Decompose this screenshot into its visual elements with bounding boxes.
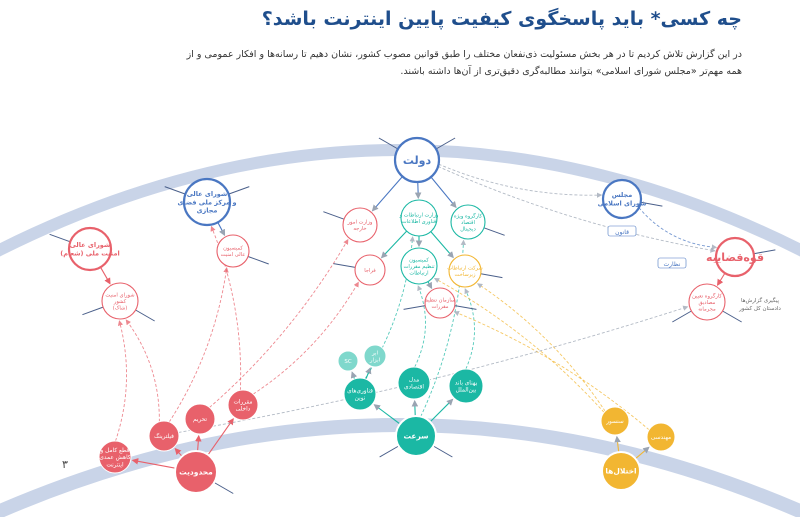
node-label-kargoroh-tayin: مصادیق [698, 299, 716, 306]
node-label-modir-eghtesadi: مدل [408, 377, 420, 384]
node-label-ghate-internet: اینترنت [106, 462, 124, 469]
node-label-commission-tanzim: کمیسیون [409, 257, 429, 264]
node-label-pahnay-band: پهنای باند [454, 380, 478, 387]
tick-vezarat_kharejeh-2 [323, 212, 344, 220]
node-dolat [395, 138, 439, 182]
node-shoraye-amniat [60, 228, 119, 270]
node-label-shoraye-fazaye-majazi: و مرکز ملی فضای [177, 198, 237, 207]
tick-kargoroh_eghtesad-3 [484, 228, 505, 236]
node-label-kargoroh-eghtesad: دیجیتال [460, 226, 476, 233]
node-shoraye-fazaye-majazi [177, 179, 236, 225]
tick-sorat-19 [433, 446, 452, 457]
node-kargoroh-tayin [689, 284, 725, 320]
node-mahdudiat [175, 451, 217, 493]
link-dolat-ghove [438, 166, 715, 250]
node-label-fara: فراجا [364, 267, 376, 274]
link-shoraye_amniat-shoraye_amniat_keshvar [100, 267, 110, 283]
node-label-ghate-internet: قطع کامل و [100, 447, 130, 454]
node-vezarat-ertebatat [399, 200, 439, 236]
node-label-shoraye-fazaye-majazi: مجازی [196, 206, 218, 215]
node-label-majles: شورای اسلامی [597, 199, 647, 208]
link-vezarat_ertebatat-fara [382, 231, 407, 258]
node-fanavari-novin [344, 378, 376, 410]
tick-shoraye_fazaye_majazi-5 [229, 187, 250, 195]
node-sazman-tanzim [425, 288, 456, 318]
node-label-moghararat-dakheli: مقررات [233, 399, 253, 406]
node-moghararat-dakheli [228, 390, 258, 420]
node-label-sansoor: سنسور [606, 419, 624, 426]
node-label-commission-tanzim: ارتباطات [409, 270, 429, 277]
tick-kargoroh_tayin-13 [723, 311, 742, 322]
node-label-sherkat-ertebatat: زیرساخت [454, 272, 476, 279]
node-kargoroh-eghtesad [451, 205, 485, 239]
tick-mahdudiat-20 [214, 483, 233, 494]
tick-sazman_tanzim-17 [455, 306, 477, 310]
node-ekhtelalha [602, 452, 640, 490]
intro-paragraph: در این گزارش تلاش کردیم تا در هر بخش مسئولیت ذی‌نفعان مختلف را طبق قوانین مصوب کشور، نشان دهیم تا رسانه‌ها و افکار عمومی و از همه مهم‌تر «مجلس شورای اسلامی» بتوانند مطالبه‌گری دقیق‌تری از آن‌ها داشته باشند. [186, 49, 742, 77]
node-label-shoraye-amniat-keshvar: (شاک) [112, 305, 128, 312]
node-label-vezarat-kharejeh: وزارت امور [347, 219, 373, 226]
page-number: ۳ [62, 458, 68, 471]
link-filtering-shoraye_amniat_keshvar [126, 320, 159, 422]
link-filtering-commission_amniat [169, 268, 226, 422]
node-pahnay-band [449, 369, 483, 403]
edge-label-law [608, 226, 636, 236]
svg-text:پیگیری گزارش‌ها: پیگیری گزارش‌ها [740, 298, 780, 304]
node-label-filtering: فیلترینگ [154, 434, 174, 441]
node-label-vezarat-ertebatat: وزارت ارتباطات و [399, 212, 439, 219]
node-label-sherkat-ertebatat: شرکت ارتباطات [447, 265, 483, 272]
node-commission-tanzim [401, 248, 437, 284]
node-sc [338, 351, 358, 371]
node-label-pahnay-band: بین‌الملل [455, 387, 477, 394]
node-label-kargoroh-eghtesad: اقتصاد [461, 219, 475, 226]
node-label-shoraye-amniat: امنیت ملی (شعام) [60, 249, 120, 258]
link-sorat-modir_eghtesadi [415, 401, 416, 416]
node-label-vezarat-ertebatat: فناوری اطلاعات [401, 219, 437, 226]
node-label-shoraye-amniat: شورای عالی [69, 241, 111, 250]
tick-commission_amniat-6 [248, 256, 269, 264]
node-shoraye-amniat-keshvar [102, 283, 138, 319]
node-ghove [706, 238, 764, 276]
tick-sherkat_ertebatat-15 [481, 274, 503, 278]
node-label-sorat: سرعت [403, 431, 429, 441]
node-label-mohandesi: مهندسی [650, 435, 672, 442]
node-label-ab-bazaar: ابزار [369, 357, 381, 364]
tick-sazman_tanzim-16 [404, 306, 426, 310]
node-label-commission-amniat: کمیسیون [223, 245, 243, 252]
node-filtering [149, 421, 179, 451]
node-label-sc: SC [344, 358, 352, 365]
node-label-commission-amniat: عالی امنیت [220, 252, 246, 259]
link-moghararat_dakheli-fara [253, 282, 358, 394]
svg-text:نظارت: نظارت [663, 261, 681, 268]
node-label-shoraye-fazaye-majazi: شورای عالی [186, 190, 228, 199]
node-label-modir-eghtesadi: اقتصادی [403, 384, 425, 391]
link-dolat-kargoroh_eghtesad [431, 177, 456, 207]
node-label-fanavari-novin: فناوری‌های [347, 388, 373, 395]
node-ghate-internet [99, 441, 131, 473]
node-label-sazman-tanzim: سازمان تنظیم [424, 297, 456, 304]
node-label-shoraye-amniat-keshvar: شورای امنیت [105, 292, 135, 299]
svg-text:قانون: قانون [615, 229, 629, 236]
node-label-fanavari-novin: نوین [354, 395, 366, 402]
link-dolat-vezarat_kharejeh [373, 177, 403, 211]
link-shoraye_fazaye_majazi-commission_amniat [218, 222, 225, 235]
link-dolat-vezarat_ertebatat [418, 182, 419, 198]
edge-label-follow-up [738, 297, 781, 312]
node-label-kargoroh-eghtesad: کارگروه ویژه [453, 213, 483, 220]
tick-fara-14 [334, 264, 356, 268]
link-fanavari_novin-sc [352, 372, 354, 379]
node-label-moghararat-dakheli: داخلی [235, 406, 251, 413]
svg-text:دادستان کل کشور: دادستان کل کشور [739, 306, 781, 312]
node-label-majles: مجلس [611, 191, 633, 200]
node-label-shoraye-amniat-keshvar: کشور [113, 298, 127, 305]
node-label-commission-tanzim: تنظیم مقررات [403, 263, 435, 270]
node-sherkat-ertebatat [447, 255, 483, 287]
node-label-vezarat-kharejeh: خارجه [353, 226, 367, 233]
node-commission-amniat [217, 235, 249, 267]
link-ghate_internet-shoraye_amniat_keshvar [116, 321, 127, 441]
node-label-mahdudiat: محدودیت [179, 467, 213, 477]
node-label-tahrim: تحریم [192, 417, 208, 424]
tick-sorat-18 [380, 446, 399, 457]
node-label-kargoroh-tayin: مجرمانه [698, 306, 716, 313]
node-label-ab-bazaar: ابر [371, 350, 379, 357]
tick-shoraye_amniat_keshvar-9 [136, 310, 155, 321]
tick-kargoroh_tayin-12 [672, 311, 691, 322]
node-modir-eghtesadi [398, 367, 430, 399]
page-title: چه کسی* باید پاسخگوی کیفیت پایین اینترنت باشد؟ [261, 8, 742, 30]
node-ab-bazaar [364, 345, 386, 367]
edge-label-oversight [658, 258, 686, 268]
node-label-dolat: دولت [402, 153, 432, 167]
link-commission_tanzim-sazman_tanzim [428, 282, 432, 289]
node-vezarat-kharejeh [343, 208, 377, 242]
node-label-ghate-internet: کاهش عمدی [99, 455, 131, 462]
node-mohandesi [647, 423, 675, 451]
link-sansoor-sherkat_ertebatat [478, 284, 605, 411]
node-label-ghove: قوه‌قضاییه [705, 250, 765, 264]
node-sorat [396, 416, 436, 456]
node-fara [355, 255, 385, 285]
node-label-kargoroh-tayin: کارگروه تعیین [692, 293, 722, 300]
tick-shoraye_amniat-7 [50, 234, 71, 242]
link-sorat-pahnay_band [430, 399, 452, 421]
node-label-sazman-tanzim: مقررات [431, 304, 449, 311]
node-label-ekhtelalha: اختلال‌ها [605, 466, 637, 476]
link-vezarat_ertebatat-sherkat_ertebatat [431, 232, 453, 258]
link-ghove-kargoroh_tayin [718, 273, 725, 285]
node-tahrim [185, 404, 215, 434]
node-sansoor [601, 407, 629, 435]
tick-shoraye_amniat_keshvar-8 [82, 307, 103, 315]
